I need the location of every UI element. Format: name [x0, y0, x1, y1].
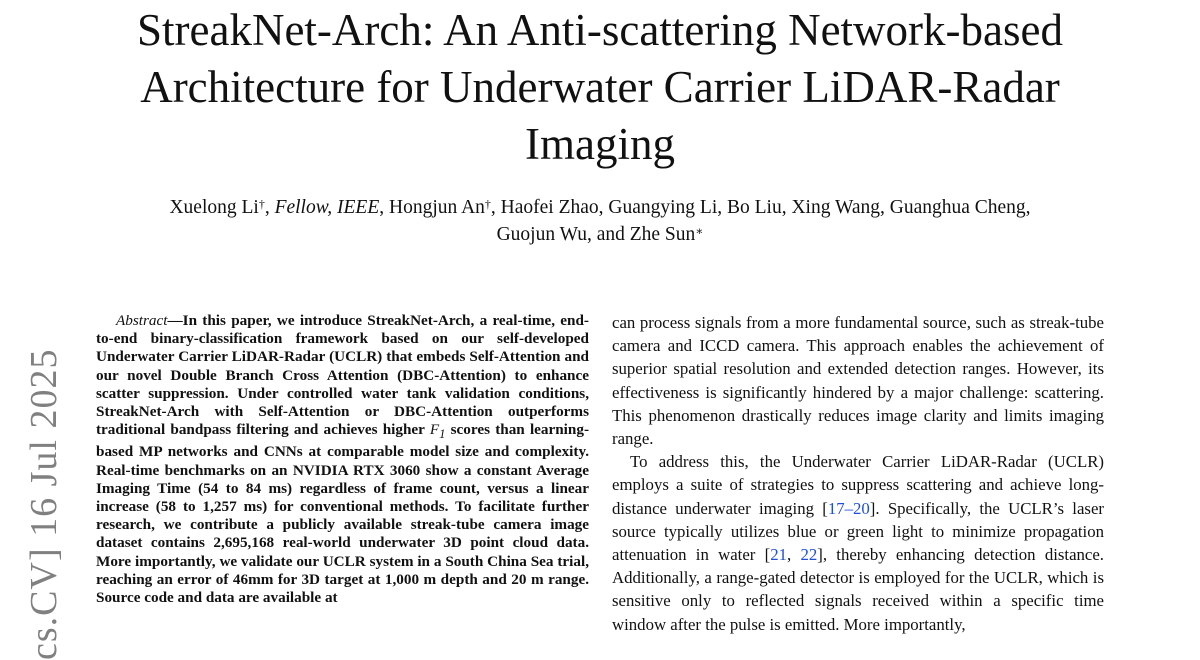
abstract	[96, 312, 589, 607]
abstract-text: scores than learning-based MP networks and CNNs at comparable model size and complexity. Real-time benchmarks on an NVIDIA RTX 3060 show a constant Average Imaging Time (54 to 84 ms) regardless of frame count, versus a linear increase (58 to 1,257 ms) for conventional methods. To facilitate further research, we contribute a publicly available streak-tube camera image dataset contains 2,695,168 real-world underwater 3D point cloud data. More importantly, we validate our UCLR system in a South China Sea trial, reaching an error of 46mm for 3D target at 1,000 m depth and 20 m range. Source code and data are available at	[96, 421, 590, 607]
f1-subscript: 1	[439, 427, 446, 442]
title-line-1: StreakNet-Arch: An Anti-scattering Network-based	[137, 5, 1063, 55]
body-text: To address this, the Underwater Carrier LiDAR-Radar (UCLR) employs a suite of strategies to suppress scattering and achieve long-distance underwater imaging [	[612, 452, 1104, 518]
citation-link[interactable]: 17–20	[827, 498, 870, 518]
corresponding-author-mark: ∗	[695, 224, 704, 238]
author-list	[80, 194, 1120, 248]
body-paragraph	[612, 450, 1104, 636]
author-names: , Haofei Zhao, Guangying Li, Bo Liu, Xing Wang, Guanghua Cheng,	[490, 197, 1031, 218]
title-line-2: Architecture for Underwater Carrier LiDAR-Radar	[140, 62, 1060, 112]
equal-contribution-mark: †	[484, 197, 491, 211]
body-text: ], thereby enhancing detection distance. Additionally, a range-gated detector is employed for the UCLR, which is sensitive only to reflected signals received within a specific time window after the pulse is emitted. More importantly,	[612, 545, 1105, 634]
f1-base: F	[429, 421, 440, 439]
title-line-3: Imaging	[525, 119, 675, 169]
equal-contribution-mark: †	[258, 197, 265, 211]
author-names: Guojun Wu, and Zhe Sun	[496, 224, 696, 245]
arxiv-stamp: cs.CV] 16 Jul 2025	[23, 348, 65, 660]
author-name: , Hongjun An	[379, 197, 485, 218]
abstract-dash: —	[167, 312, 183, 329]
citation-link[interactable]: 22	[800, 545, 818, 565]
author-title: Fellow, IEEE	[274, 197, 380, 218]
abstract-label: Abstract	[116, 312, 168, 329]
paper-title	[0, 2, 1200, 173]
author-name: Xuelong Li	[169, 197, 259, 218]
abstract-text: In this paper, we introduce StreakNet-Arch, a real-time, end-to-end binary-classification framework based on our self-developed Underwater Carrier LiDAR-Radar (UCLR) that embeds Self-Attention and our novel Double Branch Cross Attention (DBC-Attention) to enhance scatter suppression. Under controlled water tank validation conditions, StreakNet-Arch with Self-Attention or DBC-Attention outperforms traditional bandpass filtering and achieves higher	[96, 312, 589, 439]
citation-link[interactable]: 21	[770, 545, 788, 565]
author-separator: ,	[264, 197, 275, 218]
body-text: ]. Specifically, the UCLR’s laser source typically utilizes blue or green light to minimize propagation attenuation in water [	[612, 498, 1104, 565]
f1-symbol	[429, 421, 446, 442]
citation-separator: ,	[787, 545, 801, 565]
body-column-right	[612, 311, 1104, 636]
body-paragraph: can process signals from a more fundamental source, such as streak-tube camera and ICCD camera. This approach enables the achievement of superior spatial resolution and extended detection ranges. However, its effectiveness is significantly hindered by a major challenge: scattering. This phenomenon drastically reduces image clarity and limits imaging range.	[612, 313, 1104, 449]
